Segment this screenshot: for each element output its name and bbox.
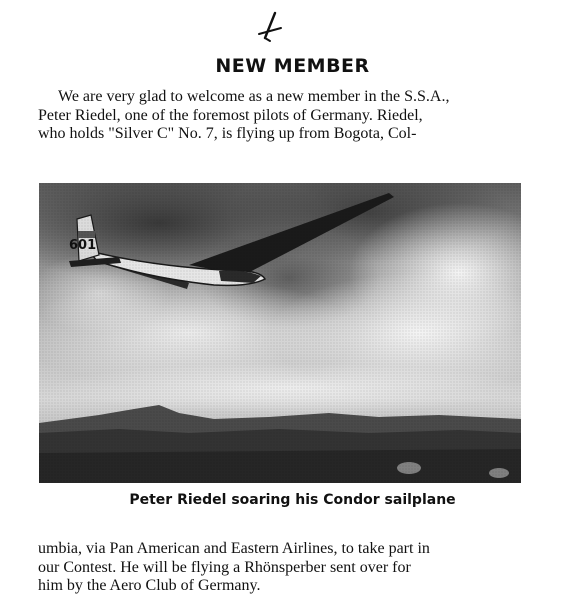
intro-line-1: We are very glad to welcome as a new member in the S.S.A., [58, 88, 450, 105]
article-heading: NEW MEMBER [215, 55, 370, 77]
photo-caption: Peter Riedel soaring his Condor sailplane [129, 492, 456, 508]
intro-line-2: Peter Riedel, one of the foremost pilots of Germany. Riedel, [38, 106, 423, 124]
glider-icon [255, 10, 285, 44]
sailplane-photo [39, 183, 521, 483]
closing-line-3: him by the Aero Club of Germany. [38, 577, 261, 594]
closing-line-1: umbia, via Pan American and Eastern Airlines, to take part in [38, 540, 430, 557]
intro-paragraph [38, 88, 528, 144]
closing-line-2: our Contest. He will be flying a Rhönsperber sent over for [38, 558, 411, 576]
intro-line-3: who holds "Silver C" No. 7, is flying up from Bogota, Col- [38, 125, 417, 142]
closing-paragraph [38, 540, 528, 596]
